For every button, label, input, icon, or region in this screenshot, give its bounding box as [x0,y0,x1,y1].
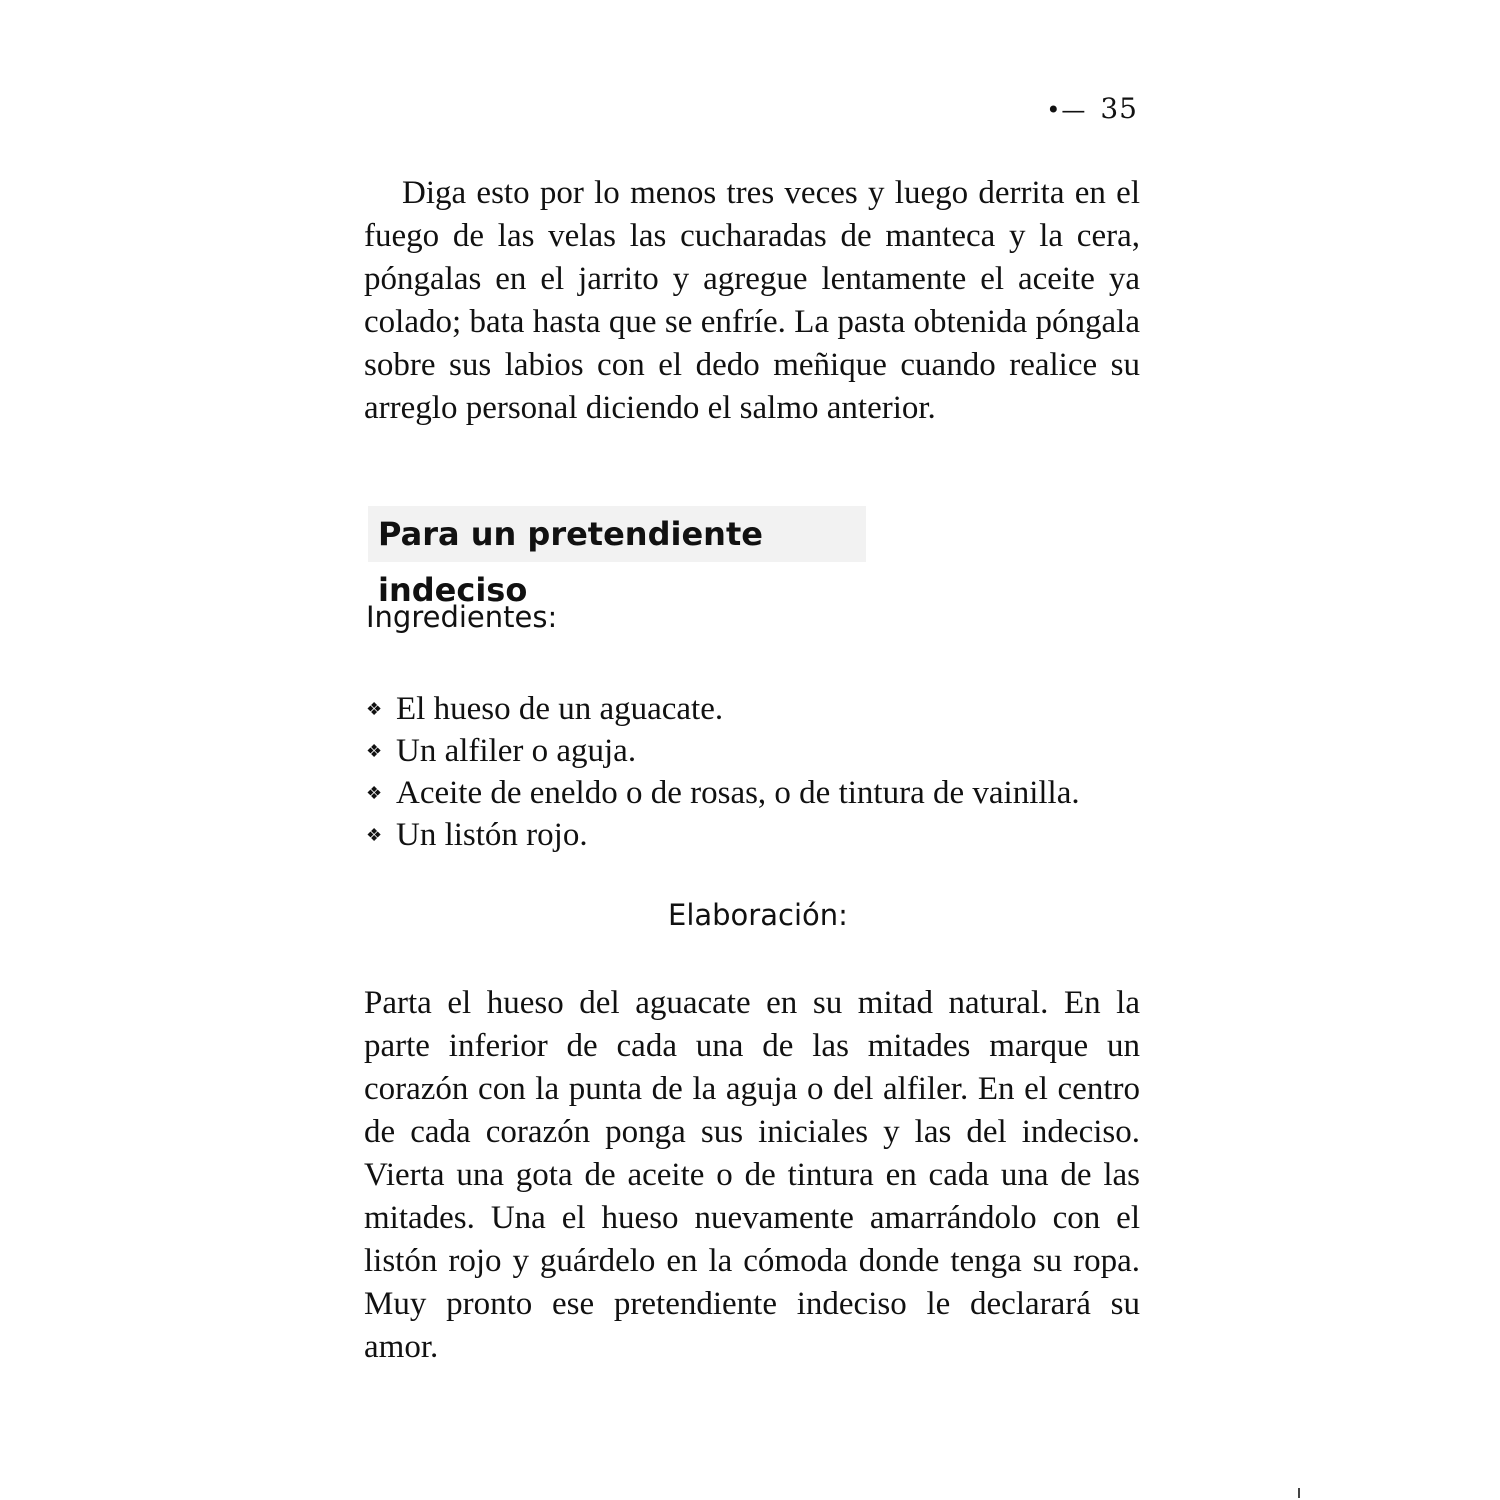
ingredient-text: Un alfiler o aguja. [396,733,637,769]
diamond-bullet-icon: ❖ [366,783,383,803]
ingredients-label: Ingredientes: [366,600,558,634]
ingredient-text: Aceite de eneldo o de rosas, o de tintura de vainilla. [396,775,1080,811]
intro-text [364,172,1140,430]
ingredient-text: El hueso de un aguacate. [396,691,724,727]
section-title: Para un pretendiente indeciso [368,506,866,562]
elaboration-paragraph: Parta el hueso del aguacate en su mitad natural. En la parte inferior de cada una de las mitades marque un corazón con la punta de la aguja o del alfiler. En el centro de cada corazón ponga sus iniciales y las del indeciso. Vierta una gota de aceite o de tintura en cada una de las mitades. Una el hueso nuevamente amarrándolo con el listón rojo y guárdelo en la cómoda donde tenga su ropa. Muy pronto ese pretendiente indeciso le declarará su amor. [364,985,1140,1365]
list-item [366,772,1080,814]
page-number [1046,92,1138,125]
list-item [366,730,1080,772]
page-edge-mark [1298,1488,1300,1498]
ingredient-text: Un listón rojo. [396,817,588,853]
diamond-bullet-icon: ❖ [366,825,383,845]
list-item [366,688,1080,730]
page-number-dash: •— [1046,96,1087,124]
list-item [366,814,1080,856]
diamond-bullet-icon: ❖ [366,699,383,719]
elaboration-text [364,982,1140,1369]
ingredient-list [366,688,1080,856]
page-number-value: 35 [1100,92,1138,125]
elaboration-label: Elaboración: [668,898,848,932]
intro-paragraph: Diga esto por lo menos tres veces y luego derrita en el fuego de las velas las cucharadas de manteca y la cera, póngalas en el jarrito y agregue lentamente el aceite ya colado; bata hasta que se enfríe. La pasta obtenida póngala sobre sus labios con el dedo meñique cuando realice su arreglo personal diciendo el salmo anterior. [364,175,1140,426]
diamond-bullet-icon: ❖ [366,741,383,761]
